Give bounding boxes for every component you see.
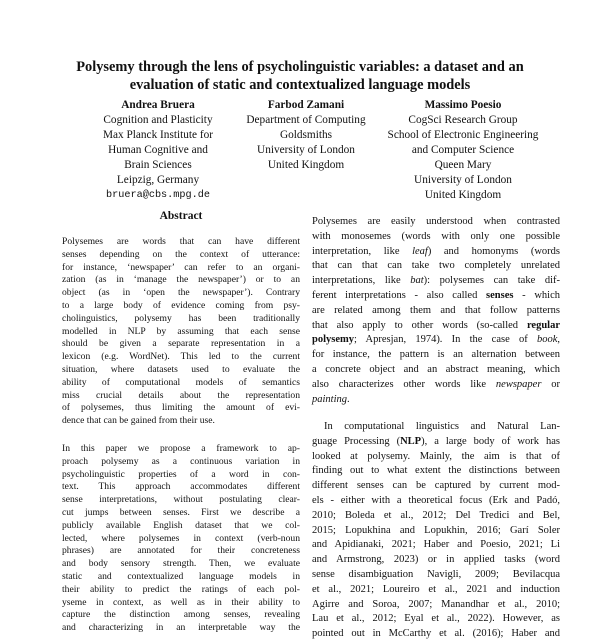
author-name: Farbod Zamani <box>267 99 345 111</box>
text-line: Agirre and Soroa, 2007; Manandhar et al., 2010; <box>312 598 560 610</box>
text-fragment: also characterizes other words like <box>312 378 496 390</box>
author-2 <box>226 98 386 173</box>
text-line: proach polysemy as a continuous variation in <box>62 455 300 467</box>
affiliation-line: United Kingdom <box>424 189 502 201</box>
abstract-heading: Abstract <box>159 210 203 222</box>
text-line: and Apidianaki, 2021; Haber and Poesio, 2021; Li <box>312 539 560 551</box>
text-line: ability of computational models of semantics <box>62 376 300 388</box>
text-fragment: guage Processing ( <box>312 435 401 447</box>
text-line: In computational linguistics and Natural Lan- <box>324 421 560 432</box>
text-fragment: ) and homonyms (words <box>427 245 560 257</box>
text-fragment: that also apply to other words (so-called <box>312 319 527 331</box>
affiliation-line: Leipzig, Germany <box>116 174 200 186</box>
text-line: pointed out in McCarthy et al. (2016); Haber and <box>312 628 560 640</box>
body-paragraph-2 <box>312 420 560 642</box>
text-line: dence that can be gained from their use. <box>62 415 215 427</box>
text-line: sense disambiguation Navigli, 2009; Bevilacqua <box>312 568 560 580</box>
text-line <box>312 245 560 260</box>
body-paragraph-1 <box>312 215 560 407</box>
text-line: phrases) are annotated for their concreteness <box>62 545 300 557</box>
text-line: of polysemes, thus limiting the amount of evi- <box>62 402 300 414</box>
italic-term: leaf <box>412 245 428 257</box>
bold-term: senses <box>486 289 514 301</box>
paper-title: Polysemy through the lens of psycholinguistic variables: a dataset and an evaluation of static and contextualized language models <box>76 59 524 93</box>
text-line: their ability to predict the ratings of each pol- <box>62 583 300 595</box>
text-line: and Armstrong, 2023) or in applied tasks (word <box>312 554 560 566</box>
text-line: publicly available English dataset that we col- <box>62 519 300 531</box>
text-line: cut jumps between senses. First we describe a <box>62 506 300 518</box>
text-line: for instance, the pattern is an alternation between <box>312 349 560 361</box>
text-line: finding out to what extent the distinctions between <box>312 465 560 477</box>
text-line: lected, where polysemes in context (verb-noun <box>62 532 300 544</box>
text-line: situation, where datasets used to evaluate the <box>62 363 300 375</box>
text-line: that can that can take two completely unrelated <box>312 260 560 272</box>
text-line: and characterizing in an interpretable way the <box>62 622 300 634</box>
text-line: cholinguistics, polysemy has been traditionally <box>62 312 300 324</box>
text-line: looked at polysemy. Mainly, the aim is that of <box>312 450 560 462</box>
text-line: text. This approach accommodates different <box>62 481 300 493</box>
affiliation-line: Queen Mary <box>434 159 492 171</box>
italic-term: painting <box>312 393 348 405</box>
text-line: Polysemes are easily understood when contrasted <box>312 216 560 227</box>
affiliation-line: Max Planck Institute for <box>102 129 214 141</box>
author-name: Massimo Poesio <box>424 99 502 111</box>
text-fragment: . <box>347 393 350 405</box>
text-line: Polysemes are words that can have different <box>62 236 300 247</box>
text-fragment: ), a large body of work has <box>421 435 560 447</box>
text-fragment: or <box>541 378 560 390</box>
text-line: zation (as in ‘manage the newspaper’) or to an <box>62 274 300 286</box>
text-fragment: , <box>557 334 560 346</box>
affiliation-line: Cognition and Plasticity <box>103 114 213 126</box>
text-fragment: - which <box>513 289 560 301</box>
text-line: psycholinguistic properties of a word in con- <box>62 468 300 480</box>
author-name: Andrea Bruera <box>121 99 195 111</box>
affiliation-line: Brain Sciences <box>124 159 192 171</box>
text-line: to a large body of evidence coming from psy- <box>62 299 300 311</box>
text-line: and body sensory strength. Then, we evaluate <box>62 558 300 570</box>
affiliation-line: CogSci Research Group <box>408 114 518 126</box>
affiliation-line: Goldsmiths <box>279 129 333 141</box>
text-line: with monosemes (words with only one possible <box>312 230 560 242</box>
text-line <box>312 333 560 348</box>
text-line: lexicon (e.g. WordNet). This led to the current <box>62 351 300 363</box>
bold-term: NLP <box>400 435 422 447</box>
text-line <box>312 378 560 393</box>
text-fragment: ; Apresjan, 1974). In the case of <box>354 334 537 346</box>
text-line <box>312 274 560 289</box>
text-line: 2015; Lopukhina and Lopukhin, 2016; Garí Soler <box>312 524 560 536</box>
text-line: miss crucial details about the representation <box>62 389 300 401</box>
text-fragment: ferent interpretations - also called <box>312 289 487 301</box>
text-line: capture the distinction among senses, revealing <box>62 609 300 621</box>
text-line: object (as in ‘open the newspaper’). Contrary <box>62 287 300 299</box>
text-line <box>312 289 560 304</box>
text-line <box>312 319 560 334</box>
text-line: different senses can be captured by current mod- <box>312 480 560 492</box>
text-line: senses depending on the context of utterance: <box>62 248 300 260</box>
abstract-paragraph-1 <box>62 236 300 428</box>
affiliation-line: United Kingdom <box>267 159 345 171</box>
text-line <box>312 435 560 450</box>
text-line: yseme in context, as well as in their ability to <box>62 596 300 608</box>
text-line <box>312 393 560 408</box>
text-line: a concrete object and an abstract meaning, which <box>312 363 560 375</box>
author-3 <box>368 98 558 203</box>
text-line: els - either with a theoretical focus (Erk and Padó, <box>312 494 560 506</box>
text-line: et al., 2021; Loureiro et al., 2021 and induction <box>312 583 560 595</box>
text-line: Lau et al., 2012; Eyal et al., 2022). However, as <box>312 613 560 625</box>
affiliation-line: Department of Computing <box>246 114 366 126</box>
bold-term: polysemy <box>312 334 354 346</box>
text-line: 2010; Boleda et al., 2012; Del Tredici and Bel, <box>312 509 560 521</box>
affiliation-line: and Computer Science <box>411 144 515 156</box>
abstract-paragraph-2 <box>62 443 300 635</box>
author-1 <box>72 98 244 203</box>
affiliation-line: Human Cognitive and <box>108 144 208 156</box>
text-line: are related among them and that follow patterns <box>312 304 560 316</box>
text-line: modelled in NLP by assuming that each sense <box>62 325 300 337</box>
text-line: static and contextualized language models in <box>62 570 300 582</box>
text-fragment: interpretations, like <box>312 275 411 287</box>
affiliation-line: University of London <box>414 174 512 186</box>
affiliation-line: School of Electronic Engineering <box>387 129 539 141</box>
author-email: bruera@cbs.mpg.de <box>106 190 210 201</box>
text-line: should be given a separate representation in a <box>62 338 300 350</box>
text-line: sense interpretations, without postulating clear- <box>62 494 300 506</box>
affiliation-line: University of London <box>257 144 355 156</box>
text-fragment: ): polysemes can take dif- <box>423 275 560 287</box>
text-line: In this paper we propose a framework to ap- <box>62 443 300 454</box>
italic-term: bat <box>410 275 424 287</box>
text-fragment: interpretation, like <box>312 245 413 257</box>
italic-term: newspaper <box>495 378 542 390</box>
italic-term: book <box>536 334 558 346</box>
text-line: for instance, ‘newspaper’ can refer to an organi- <box>62 261 300 273</box>
bold-term: regular <box>526 319 560 331</box>
